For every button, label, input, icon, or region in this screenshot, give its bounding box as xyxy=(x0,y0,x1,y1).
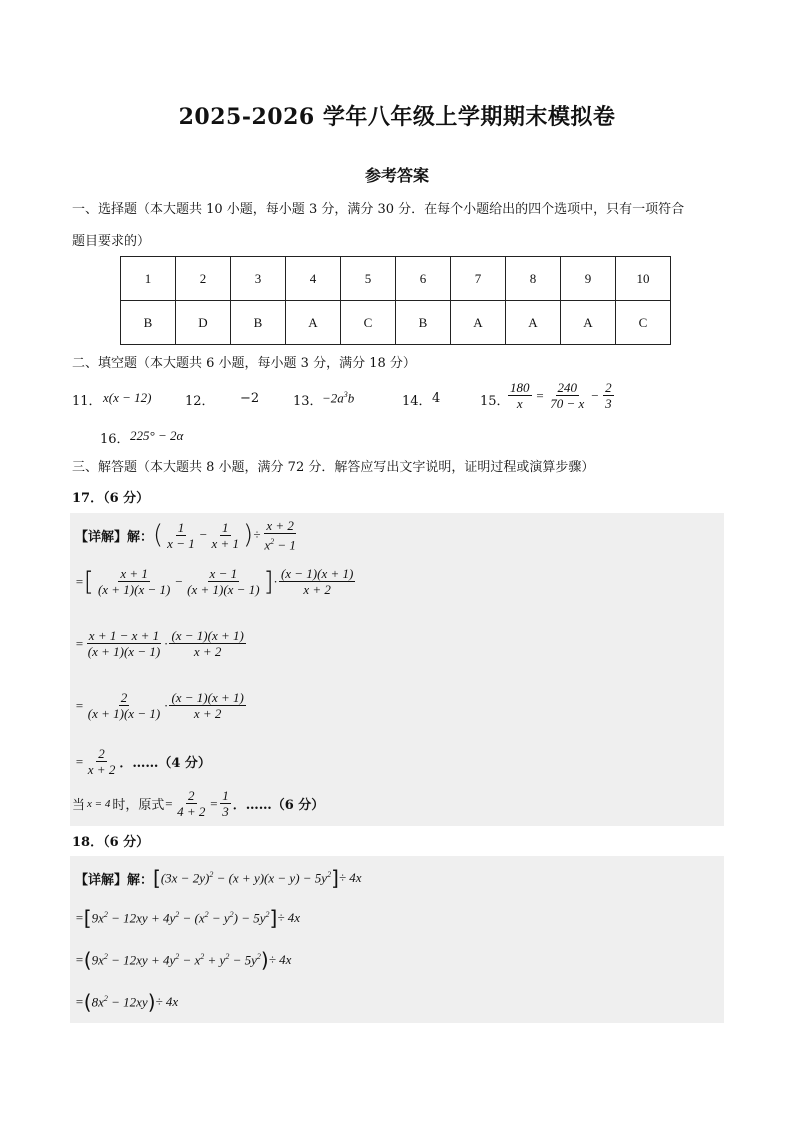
answer-cell: B xyxy=(231,301,286,345)
section3-heading: 三、解答题（本大题共 8 小题，满分 72 分．解答应写出文字说明，证明过程或演算步骤） xyxy=(72,460,595,475)
q14-label: 14． xyxy=(402,394,432,409)
q18-detail-label: 【详解】解： xyxy=(75,872,154,888)
q17-step-2: = [ $\frac{x + 1}{(x + 1)(x - 1)}$ − $\frac{x - 1}{(x + 1)(x - 1)}$ ] · $\frac{(x - 1)(x + 1)}{x + 2}$ xyxy=(75,566,354,597)
q13-label: 13． xyxy=(293,394,323,409)
q18-step-3: = ( $9x^2 - 12xy + 4y^2 - x^2 + y^2 - 5y^2$ ) ÷ 4x xyxy=(75,948,292,972)
q11-answer: x(x − 12) xyxy=(103,390,152,405)
answer-cell: A xyxy=(286,301,341,345)
answer-cell: A xyxy=(451,301,506,345)
q15-f1-numerator: 180 xyxy=(510,380,530,395)
q16-answer: 225° − 2α xyxy=(130,428,184,443)
q15-f2-numerator: 240 xyxy=(557,380,578,395)
q15-answer: $\frac{180}{x}$ = $\frac{240}{70 - x}$ − $\frac{2}{3}$ xyxy=(510,380,612,411)
section2-heading: 二、填空题（本大题共 6 小题，每小题 3 分，满分 18 分） xyxy=(72,356,416,371)
q15-f3-numerator: 2 xyxy=(605,380,612,395)
q15-fraction-2 xyxy=(548,380,586,411)
q17-eval-condition: x = 4 xyxy=(87,797,111,810)
answer-cell: B xyxy=(121,301,176,345)
section1-heading-cont: 题目要求的） xyxy=(72,234,151,249)
q13-answer-prefix: −2a xyxy=(322,390,344,406)
q13-answer xyxy=(322,390,354,406)
answer-cell: B xyxy=(396,301,451,345)
q17-step-4: = $\frac{2}{(x + 1)(x - 1)}$ · $\frac{(x - 1)(x + 1)}{x + 2}$ xyxy=(75,690,244,721)
q17-eval-score: ．……（6 分） xyxy=(232,798,325,813)
question-number: 7 xyxy=(451,257,506,301)
section1-heading: 一、选择题（本大题共 10 小题，每小题 3 分，满分 30 分．在每个小题给出的四个选项中，只有一项符合 xyxy=(72,202,685,217)
question-number: 6 xyxy=(396,257,451,301)
q15-f2-denominator: 70 − x xyxy=(550,396,585,411)
answer-cell: C xyxy=(341,301,396,345)
question-number: 2 xyxy=(176,257,231,301)
question-number: 8 xyxy=(506,257,561,301)
answer-cell: D xyxy=(176,301,231,345)
q17-step-5-score: ．……（4 分） xyxy=(119,756,211,771)
q18-step-2: = [ $9x^2 - 12xy + 4y^2 - (x^2 - y^2) - 5y^2$ ] ÷ 4x xyxy=(75,906,300,930)
q15-label: 15． xyxy=(480,394,510,409)
q18-step-1: 【详解】解： [ $(3x - 2y)^2 - (x + y)(x - y) - 5y^2$ ] ÷ 4x xyxy=(75,866,362,890)
q14-answer: 4 xyxy=(432,391,441,406)
q17-heading: 17．（6 分） xyxy=(72,491,150,506)
answer-table-number-row xyxy=(121,257,671,301)
q15-f3-denominator: 3 xyxy=(605,396,612,411)
question-number: 3 xyxy=(231,257,286,301)
answer-cell: A xyxy=(561,301,616,345)
q15-fraction-1 xyxy=(508,380,532,411)
question-number: 4 xyxy=(286,257,341,301)
q18-step-4: = ( $8x^2 - 12xy$ ) ÷ 4x xyxy=(75,990,179,1014)
question-number: 9 xyxy=(561,257,616,301)
answer-table xyxy=(120,256,671,345)
q17-detail-label: 【详解】解： xyxy=(75,529,154,545)
answer-cell: C xyxy=(616,301,671,345)
answer-key-heading: 参考答案 xyxy=(364,166,429,185)
answer-table-answer-row xyxy=(121,301,671,345)
page-title: 2025-2026 学年八年级上学期期末模拟卷 xyxy=(178,104,616,130)
q12-label: 12． xyxy=(185,394,215,409)
q13-answer-exponent: 3 xyxy=(343,390,348,399)
q17-evaluation: 当 x = 4 时，原式 = $\frac{2}{4 + 2}$ = $\frac{1}{3}$ ．……（6 分） xyxy=(72,788,325,819)
q17-eval-prefix: 当 xyxy=(72,798,86,813)
q18-heading: 18．（6 分） xyxy=(72,835,150,850)
q17-step-5: = $\frac{2}{x + 2}$ ．……（4 分） xyxy=(75,746,211,777)
q17-eval-mid: 时，原式 xyxy=(112,798,165,813)
q17-step-3: = $\frac{x + 1 - x + 1}{(x + 1)(x - 1)}$ · $\frac{(x - 1)(x + 1)}{x + 2}$ xyxy=(75,628,244,659)
q15-fraction-3 xyxy=(603,380,614,411)
q16-label: 16． xyxy=(100,432,130,447)
answer-cell: A xyxy=(506,301,561,345)
q11-label: 11． xyxy=(72,394,102,409)
question-number: 5 xyxy=(341,257,396,301)
q17-solution-block xyxy=(70,513,724,826)
question-number: 10 xyxy=(616,257,671,301)
q12-answer: −2 xyxy=(240,391,260,406)
q15-f1-denominator: x xyxy=(516,396,523,411)
q17-step-1: 【详解】解： ( $\frac{1}{x - 1}$ − $\frac{1}{x + 1}$ ) ÷ $\frac{x + 2}{x^2 - 1}$ xyxy=(75,518,296,553)
question-number: 1 xyxy=(121,257,176,301)
q13-answer-suffix: b xyxy=(347,390,355,406)
